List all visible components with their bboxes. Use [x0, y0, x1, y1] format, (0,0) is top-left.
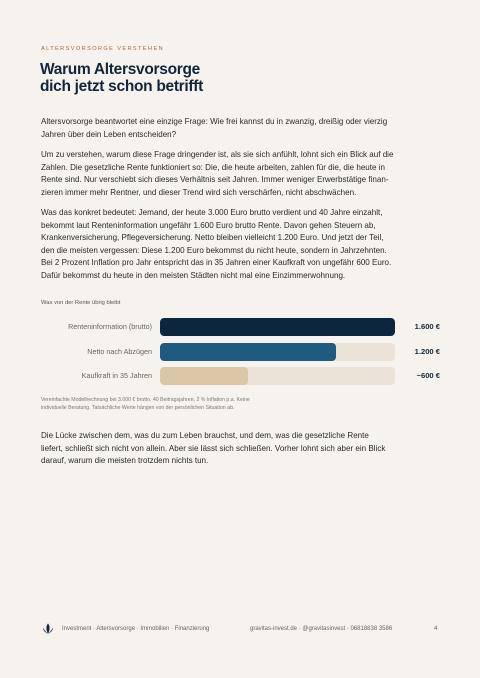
- chart-row: [0, 318, 480, 336]
- text-line: Was das konkret bedeutet: Jemand, der heute 3.000 Euro brutto verdient und 40 Jahre einzahlt,: [41, 208, 383, 217]
- text-line: Bei 2 Prozent Inflation pro Jahr entspricht das in 35 Jahren einer Kaufkraft von ungefähr 600 Euro.: [41, 258, 392, 268]
- text-line: darauf, warum die meisten trotzdem nichts tun.: [41, 456, 209, 466]
- text-line: liefert, schließt sich nicht von allein. Aber sie lässt sich schließen. Vorher lohnt sich aber ein Blick: [41, 443, 386, 453]
- value-label: 1.200 €: [414, 347, 440, 356]
- value-label: 1.600 €: [414, 322, 440, 331]
- text-line: zieren immer mehr Rentner, und dieser Trend wird sich verschärfen, nicht abschwächen.: [41, 187, 357, 197]
- chart-row: [0, 367, 480, 385]
- bar-track: [160, 318, 395, 336]
- bar-track: [160, 367, 395, 385]
- value-label: ~600 €: [416, 371, 440, 380]
- intro-paragraph: [41, 116, 441, 141]
- page-footer: [0, 616, 480, 640]
- text-line: Rente sind. Nur verschiebt sich dieses Verhältnis seit Jahren. Immer weniger Erwerbstätige finan-: [41, 175, 389, 185]
- footnote-line: individuelle Beratung. Tatsächliche Werte hängen von der persönlichen Situation ab.: [41, 404, 235, 411]
- chart-row: [0, 343, 480, 361]
- footnote-line: Vereinfachte Modellrechnung bei 3.000 € brutto, 40 Beitragsjahren, 2 % Inflation p.a. Keine: [41, 397, 250, 403]
- footer-services: Investment · Altersvorsorge · Immobilien · Finanzierung: [62, 626, 210, 632]
- paragraph-example: [41, 207, 441, 283]
- bar: [160, 343, 336, 361]
- category-label: Kaufkraft in 35 Jahren: [81, 371, 152, 380]
- text-line: Die Lücke zwischen dem, was du zum Leben brauchst, und dem, was die gesetzliche Rente: [41, 431, 369, 440]
- paragraph-system: [41, 149, 441, 199]
- text-line: Um zu verstehen, warum diese Frage dringender ist, als sie sich anfühlt, lohnt sich ein Blick auf die: [41, 150, 394, 159]
- text-line: bekommt laut Renteninformation ungefähr 1.600 Euro brutto Rente. Davon gehen Steuern ab,: [41, 220, 376, 230]
- text-line: Altersvorsorge beantwortet eine einzige Frage: Wie frei kannst du in zwanzig, dreißig oder vierzig: [41, 117, 388, 126]
- section-eyebrow: ALTERSVORSORGE VERSTEHEN: [41, 46, 165, 52]
- text-line: Krankenversicherung, Pflegeversicherung. Netto bleiben vielleicht 1.200 Euro. Und jetzt der Teil,: [41, 233, 384, 243]
- bar: [160, 318, 395, 336]
- page-title-line: Warum Altersvorsorge: [40, 61, 200, 78]
- closing-paragraph: [41, 430, 441, 468]
- text-line: Zahlen. Die gesetzliche Rente funktioniert so: Die, die heute arbeiten, zahlen für die, die heute in: [41, 162, 385, 172]
- bar: [160, 367, 248, 385]
- page-title: [40, 61, 300, 95]
- bar-track: [160, 343, 395, 361]
- category-label: Renteninformation (brutto): [68, 322, 152, 331]
- page-title-line: dich jetzt schon betrifft: [40, 78, 204, 95]
- text-line: Jahren über dein Leben entscheiden?: [41, 129, 177, 139]
- chart-footnote: [41, 397, 250, 412]
- text-line: den die meisten vergessen: Diese 1.200 Euro bekommst du nicht heute, sondern in Jahrzehnten.: [41, 245, 387, 255]
- page-number: 4: [434, 626, 438, 632]
- chart-title: Was von der Rente übrig bleibt: [41, 300, 121, 306]
- footer-contact: gravitas-invest.de · @gravitasinvest · 06818838 3586: [250, 626, 393, 632]
- gravitas-logo-icon: [41, 622, 55, 636]
- text-line: Dafür bekommst du heute in den meisten Städten nicht mal eine Einzimmerwohnung.: [41, 270, 346, 280]
- category-label: Netto nach Abzügen: [87, 347, 152, 356]
